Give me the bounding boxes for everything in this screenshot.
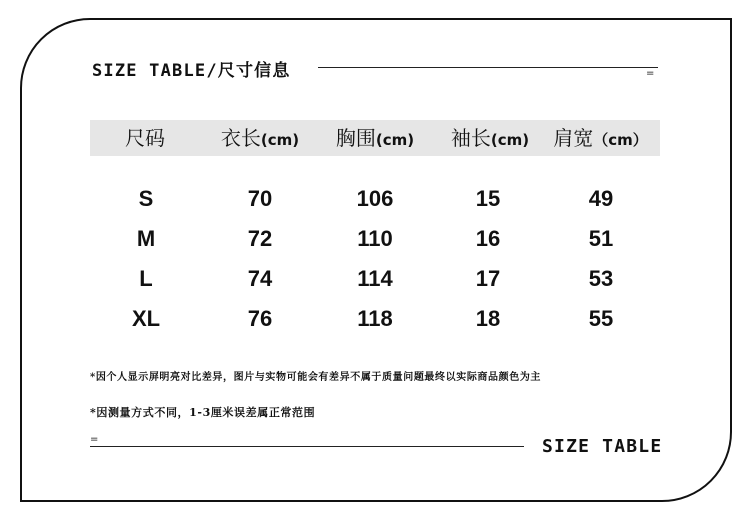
header-label: 尺码 (125, 126, 165, 150)
header-size (110, 120, 180, 156)
title-divider (318, 67, 658, 68)
table-cell: 17 (475, 266, 501, 291)
table-cell: L (139, 266, 153, 291)
table-cell: 18 (475, 306, 501, 331)
table-cell: 55 (588, 306, 614, 331)
size-table-card (20, 18, 732, 502)
header-unit: （cm） (593, 131, 648, 149)
header-unit: (cm) (260, 131, 300, 149)
table-cell: 74 (247, 266, 273, 291)
header-label: 胸围 (335, 126, 376, 150)
header-unit: (cm) (375, 131, 415, 149)
table-cell: S (138, 186, 154, 211)
table-cell: M (136, 226, 156, 251)
footer-divider (90, 446, 524, 447)
header-sleeve (435, 120, 545, 156)
footer-size-table-label: SIZE TABLE (542, 436, 663, 457)
table-title: SIZE TABLE/尺寸信息 (92, 61, 291, 81)
table-cell: 51 (588, 226, 614, 251)
header-label: 衣长 (220, 126, 261, 150)
table-cell: 70 (247, 186, 273, 211)
table-cell: 114 (357, 266, 393, 291)
table-cell: 118 (357, 306, 393, 331)
table-cell: 76 (247, 306, 273, 331)
header-shoulder (543, 120, 658, 156)
table-cell: 72 (247, 226, 273, 251)
table-cell: 49 (588, 186, 614, 211)
header-chest (320, 120, 430, 156)
disclaimer-color-note: *因个人显示屏明亮对比差异，图片与实物可能会有差异不属于质量问题最终以实际商品颜色为主 (90, 372, 542, 383)
table-cell: 16 (475, 226, 501, 251)
bottom-equals-mark: = (90, 434, 99, 445)
header-unit: (cm) (490, 131, 530, 149)
table-cell: 53 (588, 266, 614, 291)
disclaimer-measurement-note: *因测量方式不同，1-3厘米误差属正常范围 (90, 406, 316, 419)
header-label: 肩宽 (553, 126, 594, 150)
table-cell: 106 (356, 186, 394, 211)
header-label: 袖长 (450, 126, 491, 150)
table-cell: 15 (475, 186, 501, 211)
table-cell: XL (131, 306, 161, 331)
top-equals-mark: = (646, 68, 655, 79)
table-cell: 110 (357, 226, 393, 251)
header-length (205, 120, 315, 156)
